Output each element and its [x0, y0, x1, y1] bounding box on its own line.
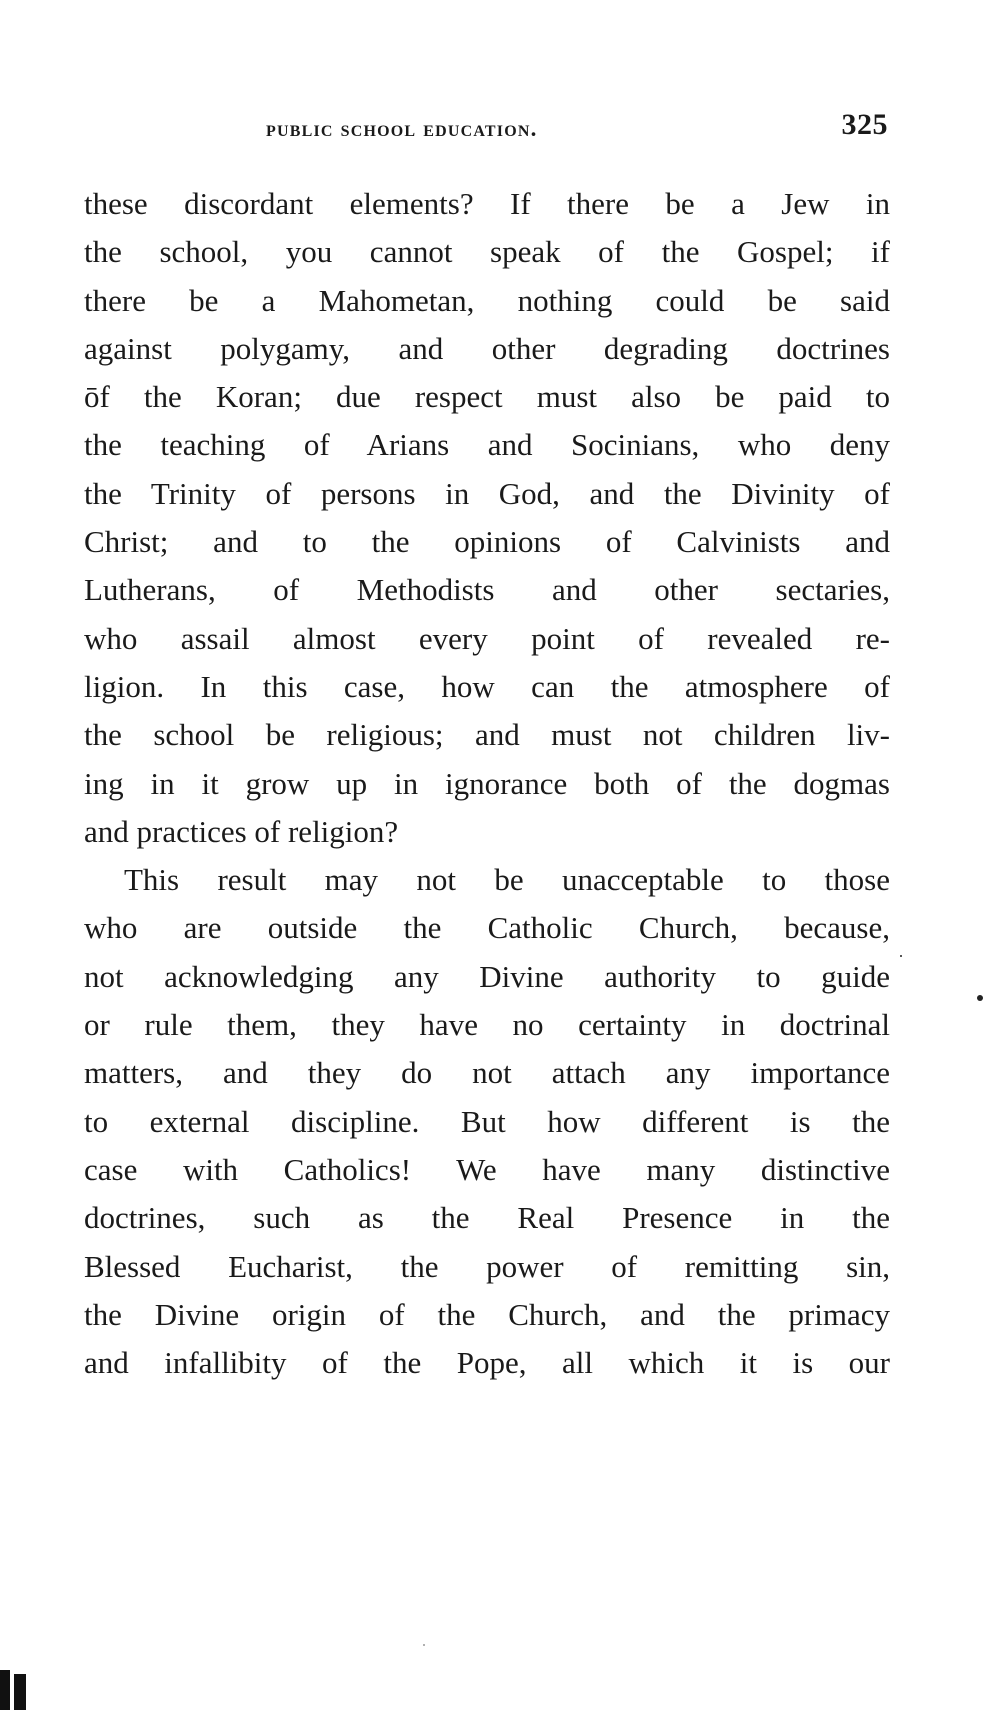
text-line: the Trinity of persons in God, and the Divinity of	[84, 475, 890, 511]
text-line: ing in it grow up in ignorance both of the dogmas	[84, 765, 890, 801]
scan-speck	[423, 1644, 425, 1646]
edge-bar	[0, 1670, 10, 1710]
text-line: who assail almost every point of revealed re-	[84, 620, 890, 656]
text-line: Christ; and to the opinions of Calvinists and	[84, 524, 890, 560]
text-line: or rule them, they have no certainty in doctrinal	[84, 1007, 890, 1043]
edge-bar	[14, 1674, 26, 1710]
text-line: doctrines, such as the Real Presence in the	[84, 1200, 890, 1236]
text-line: the Divine origin of the Church, and the primacy	[84, 1296, 890, 1332]
text-line: and practices of religion?	[84, 813, 399, 849]
running-title: public school education.	[266, 116, 538, 141]
text-line: ligion. In this case, how can the atmosphere of	[84, 668, 890, 704]
scan-speck	[900, 955, 902, 957]
text-line: the teaching of Arians and Socinians, who deny	[84, 427, 890, 463]
running-head	[82, 108, 888, 148]
scan-speck	[977, 995, 983, 1001]
text-line: case with Catholics! We have many distinctive	[84, 1151, 890, 1187]
text-line: against polygamy, and other degrading doctrines	[84, 330, 890, 366]
text-line: there be a Mahometan, nothing could be said	[84, 282, 890, 318]
text-line: ōf the Koran; due respect must also be paid to	[84, 379, 890, 415]
text-line: not acknowledging any Divine authority to guide	[84, 958, 890, 994]
body-text	[84, 180, 890, 1387]
text-line: Blessed Eucharist, the power of remitting sin,	[84, 1248, 890, 1284]
text-line: these discordant elements? If there be a Jew in	[84, 186, 890, 221]
text-line: who are outside the Catholic Church, because,	[84, 910, 890, 946]
text-line: the school, you cannot speak of the Gospel; if	[84, 234, 890, 270]
text-line: the school be religious; and must not children liv-	[84, 717, 890, 753]
text-line: and infallibity of the Pope, all which it is our	[84, 1345, 890, 1381]
text-line: Lutherans, of Methodists and other sectaries,	[84, 572, 890, 608]
text-line: to external discipline. But how different is the	[84, 1103, 890, 1139]
scan-edge-mark	[0, 1668, 40, 1710]
text-line: matters, and they do not attach any importance	[84, 1055, 890, 1091]
page-number: 325	[841, 108, 888, 141]
text-line: This result may not be unacceptable to those	[124, 862, 890, 898]
